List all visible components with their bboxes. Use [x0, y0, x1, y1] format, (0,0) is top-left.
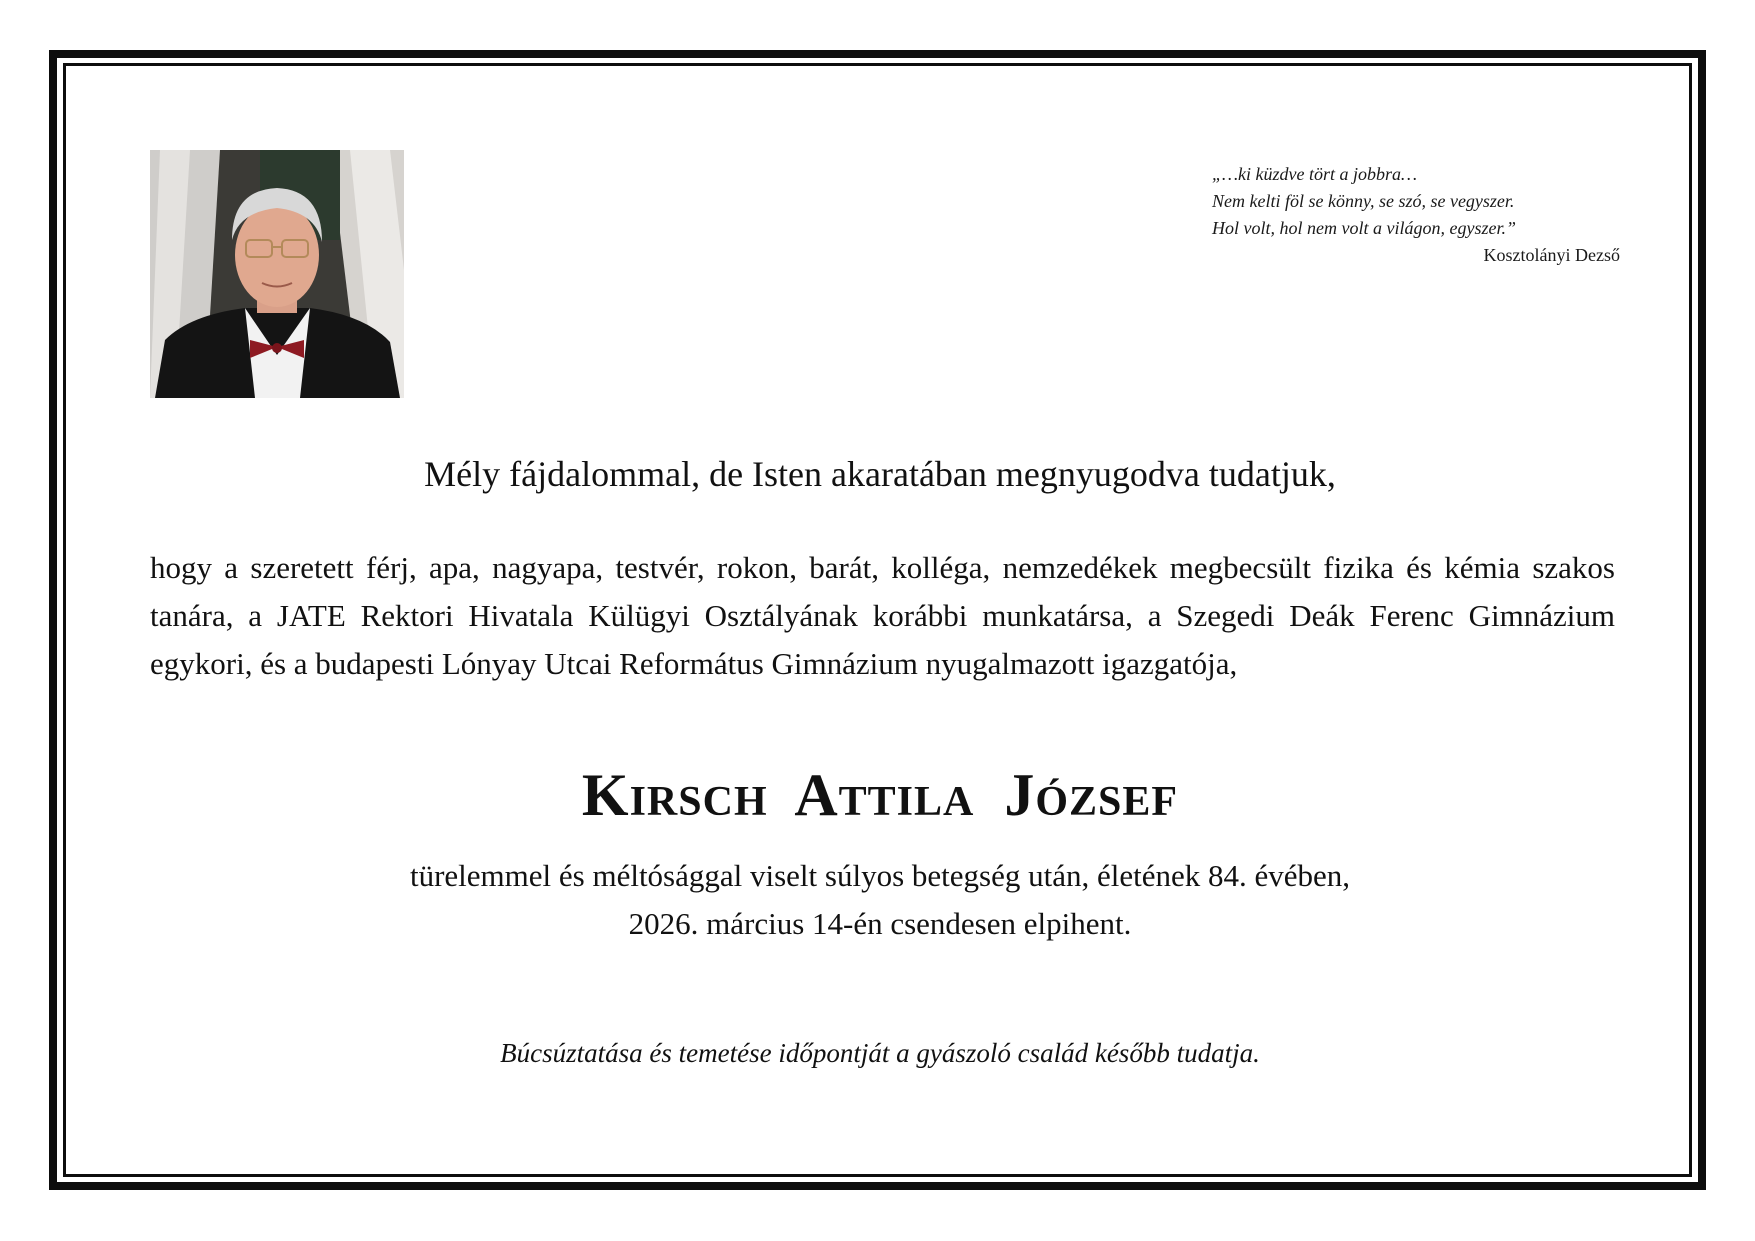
deceased-name: Kirsch Attila József [581, 762, 1179, 828]
motto-quote [1100, 161, 1620, 269]
closing-line: 2026. március 14-én csendesen elpihent. [628, 906, 1132, 941]
motto-line: „…ki küzdve tört a jobbra… [1212, 164, 1417, 184]
closing-paragraph [150, 852, 1610, 948]
closing-line: türelemmel és méltósággal viselt súlyos betegség után, életének 84. évében, [409, 858, 1351, 893]
motto-author: Kosztolányi Dezső [1483, 245, 1620, 265]
announcement-body: hogy a szeretett férj, apa, nagyapa, testvér, rokon, barát, kolléga, nemzedékek megbecsült fizika és kémia szakos tanára, a JATE Rektori Hivatala Külügyi Osztályának korábbi munkatársa, a Szegedi Deák Ferenc Gimnázium egykori, és a budapesti Lónyay Utcai Református Gimnázium nyugalmazott igazgatója, [150, 550, 1615, 681]
motto-line: Hol volt, hol nem volt a világon, egyszer.” [1212, 218, 1516, 238]
portrait-photo [150, 150, 404, 398]
motto-line: Nem kelti föl se könny, se szó, se vegyszer. [1212, 191, 1515, 211]
funeral-note: Búcsúztatása és temetése időpontját a gyászoló család később tudatja. [500, 1038, 1260, 1068]
opening-sentence: Mély fájdalommal, de Isten akaratában megnyugodva tudatjuk, [424, 454, 1336, 494]
